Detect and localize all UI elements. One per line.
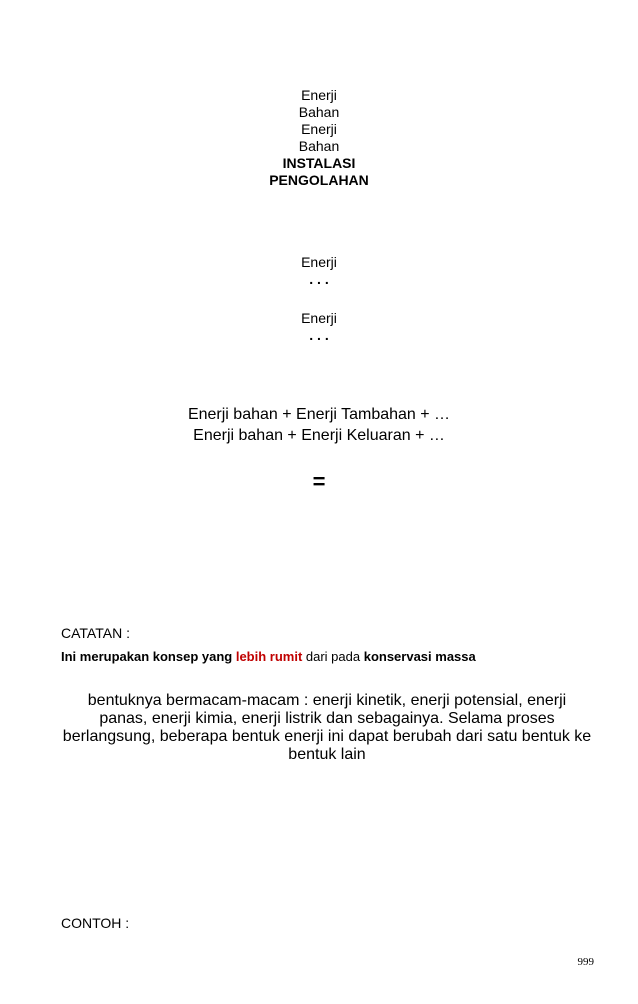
process-box-label: INSTALASI (282, 155, 356, 171)
page-number: 999 (577, 956, 594, 968)
diagram-input-label: Enerji (301, 121, 337, 137)
catatan-paragraph (60, 692, 594, 764)
diagram-input-label: Bahan (298, 104, 340, 120)
note-text: konservasi massa (363, 649, 476, 664)
paragraph-line: berlangsung, beberapa bentuk enerji ini dapat berubah dari satu bentuk ke (62, 728, 592, 745)
diagram-output-label: Enerji (301, 310, 337, 326)
diagram-input-label: Bahan (298, 138, 340, 154)
catatan-heading: CATATAN : (61, 625, 130, 641)
ellipsis: . . . (309, 271, 329, 287)
contoh-heading: CONTOH : (61, 915, 130, 931)
diagram-output-label: Enerji (301, 254, 337, 270)
paragraph-line: bentuk lain (288, 746, 366, 763)
paragraph-line: bentuknya bermacam-macam : enerji kinetik, enerji potensial, enerji (87, 692, 567, 709)
diagram-input-label: Enerji (301, 87, 337, 103)
paragraph-line: panas, enerji kimia, enerji listrik dan sebagainya. Selama proses (99, 710, 555, 727)
ellipsis: . . . (309, 327, 329, 343)
note-text: Ini merupakan konsep yang (61, 649, 236, 664)
note-text: dari pada (302, 649, 364, 664)
note-highlight: lebih rumit (235, 649, 303, 664)
catatan-note (61, 648, 476, 665)
equation-output-line: Enerji bahan + Enerji Keluaran + … (193, 427, 445, 444)
process-box-label: PENGOLAHAN (269, 172, 369, 188)
equation-input-line: Enerji bahan + Enerji Tambahan + … (187, 406, 451, 423)
equals-sign: = (312, 469, 326, 494)
